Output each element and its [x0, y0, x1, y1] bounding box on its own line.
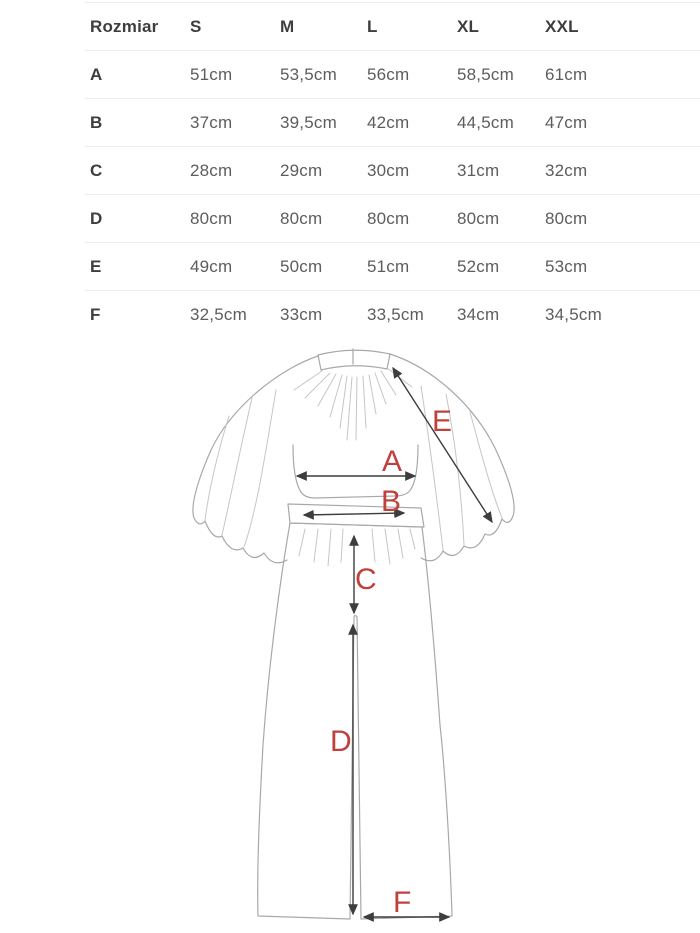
measurement-value: 33,5cm	[367, 305, 424, 324]
column-header-xl: XL	[457, 16, 480, 36]
measurement-value: 28cm	[190, 160, 233, 180]
table-row-b	[85, 99, 700, 147]
column-header-m: M	[280, 16, 295, 36]
measurement-value: 80cm	[457, 208, 500, 228]
table-row-a	[85, 51, 700, 99]
measurement-value: 33cm	[280, 305, 323, 324]
table-row-d	[85, 195, 700, 243]
measurement-value: 31cm	[457, 160, 500, 180]
measurement-value: 37cm	[190, 112, 233, 132]
row-label: A	[90, 64, 103, 84]
measurement-value: 50cm	[280, 256, 323, 276]
measure-label-e: E	[432, 405, 453, 438]
measurement-value: 34,5cm	[545, 305, 602, 324]
table-row-f	[85, 291, 700, 339]
garment-measurement-sketch	[0, 340, 700, 933]
measure-label-c: C	[355, 563, 377, 596]
measurement-value: 44,5cm	[457, 112, 514, 132]
measurement-value: 42cm	[367, 112, 410, 132]
measurement-value: 32cm	[545, 160, 588, 180]
measurement-value: 80cm	[367, 208, 410, 228]
size-table-header	[85, 3, 700, 51]
measurement-value: 80cm	[190, 208, 233, 228]
measurement-value: 51cm	[190, 64, 233, 84]
measurement-value: 80cm	[280, 208, 323, 228]
measurement-value: 80cm	[545, 208, 588, 228]
measurement-value: 58,5cm	[457, 64, 514, 84]
measure-arrow-e	[393, 368, 492, 522]
measurement-value: 47cm	[545, 112, 588, 132]
measure-label-f: F	[393, 886, 412, 919]
row-label: F	[90, 305, 101, 324]
row-label: C	[90, 160, 103, 180]
measurement-value: 53,5cm	[280, 64, 337, 84]
measure-label-b: B	[381, 485, 402, 518]
measurement-value: 52cm	[457, 256, 500, 276]
table-row-c	[85, 147, 700, 195]
neck-gather-lines	[294, 368, 412, 440]
row-label: E	[90, 256, 102, 276]
measurement-value: 56cm	[367, 64, 410, 84]
measure-label-a: A	[382, 445, 403, 478]
measurement-value: 61cm	[545, 64, 588, 84]
size-table	[85, 2, 700, 339]
column-header-rozmiar: Rozmiar	[90, 16, 159, 36]
measurement-value: 34cm	[457, 305, 500, 324]
measurement-value: 49cm	[190, 256, 233, 276]
column-header-l: L	[367, 16, 378, 36]
measurement-value: 39,5cm	[280, 112, 337, 132]
row-label: D	[90, 208, 103, 228]
table-row-e	[85, 243, 700, 291]
measurement-value: 51cm	[367, 256, 410, 276]
measurement-value: 53cm	[545, 256, 588, 276]
measurement-value: 30cm	[367, 160, 410, 180]
column-header-xxl: XXL	[545, 16, 579, 36]
collar-outline	[318, 350, 390, 370]
left-sleeve-fold-lines	[205, 390, 276, 547]
measurement-value: 29cm	[280, 160, 323, 180]
measure-label-d: D	[330, 725, 352, 758]
measurement-value: 32,5cm	[190, 305, 247, 324]
column-header-s: S	[190, 16, 202, 36]
row-label: B	[90, 112, 103, 132]
